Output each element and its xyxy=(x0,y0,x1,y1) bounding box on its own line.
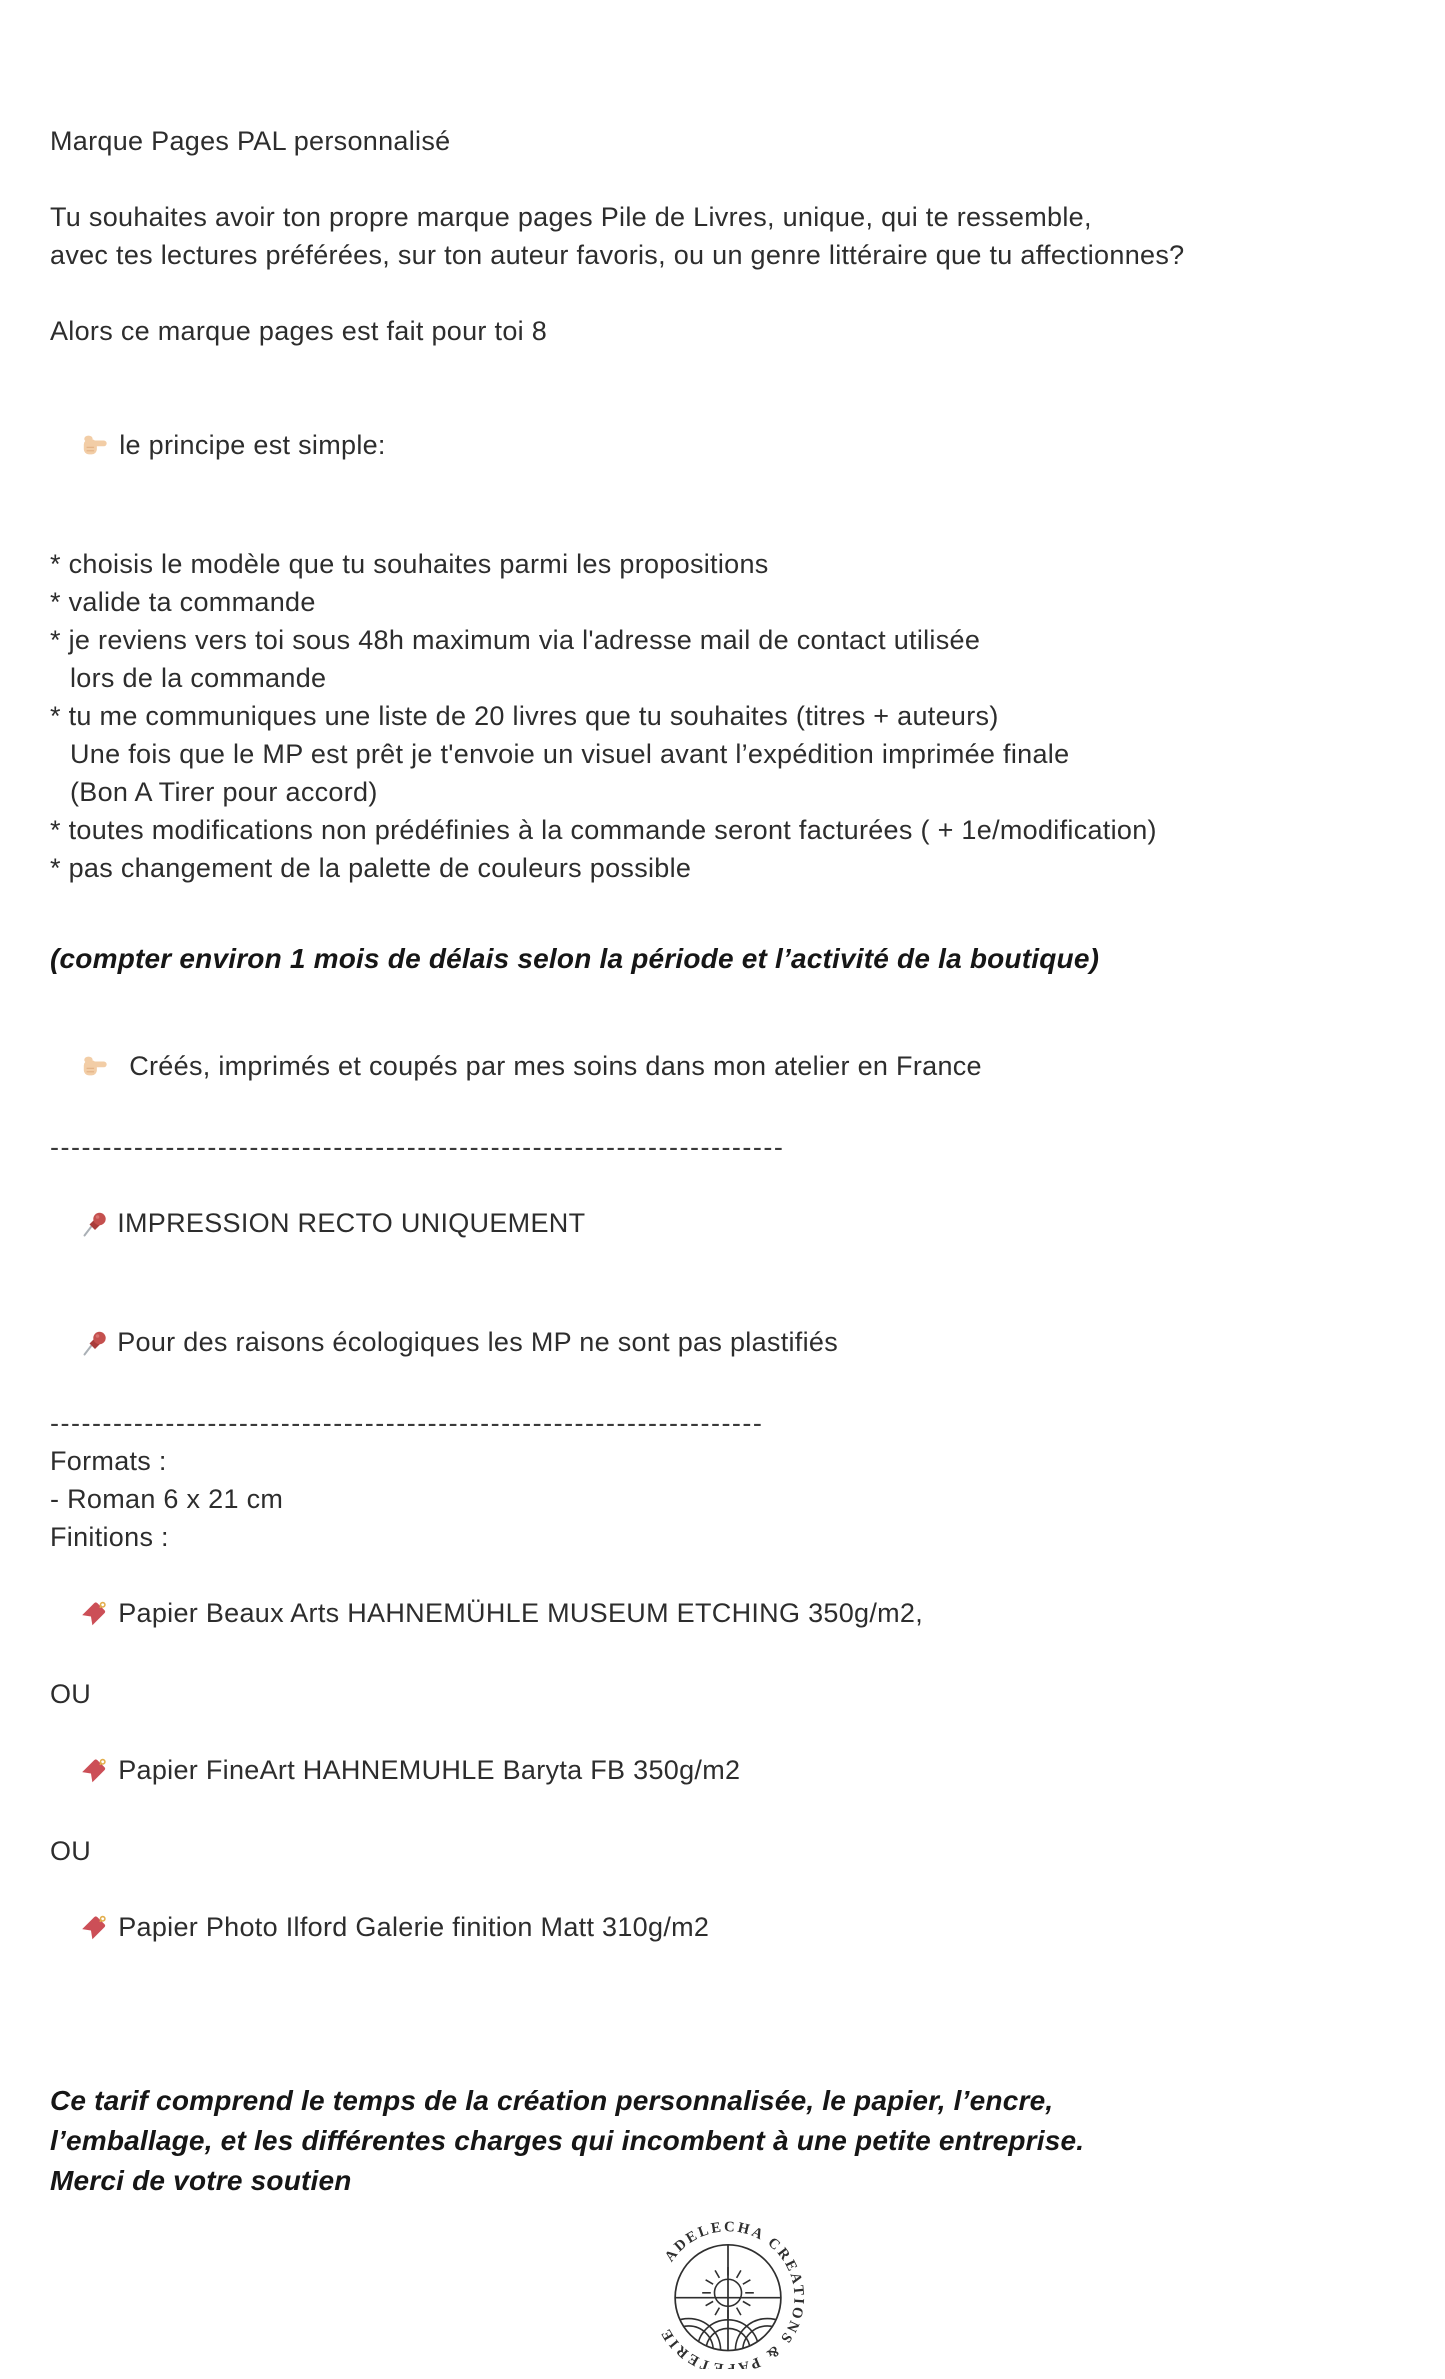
step-line: * tu me communiques une liste de 20 livres que tu souhaites (titres + auteurs) xyxy=(50,701,999,731)
svg-text:ADELECHA CREATIONS & PAPETERIE xyxy=(657,2219,806,2369)
or-separator: OU xyxy=(50,1679,92,1709)
step-line: * toutes modifications non prédéfinies à la commande seront facturées ( + 1e/modification) xyxy=(50,815,1157,845)
step-line: * pas changement de la palette de couleurs possible xyxy=(50,853,692,883)
step-line: Une fois que le MP est prêt je t'envoie un visuel avant l’expédition imprimée finale xyxy=(70,739,1070,769)
pricing-line: Ce tarif comprend le temps de la création personnalisée, le papier, l’encre, xyxy=(50,2085,1054,2116)
dashed-divider: -------------------------------------------------------------------- xyxy=(50,1408,764,1438)
delay-note: (compter environ 1 mois de délais selon la période et l’activité de la boutique) xyxy=(50,943,1100,974)
note-line: IMPRESSION RECTO UNIQUEMENT xyxy=(50,1166,1405,1285)
finitions-heading: Finitions : xyxy=(50,1522,169,1552)
paper-option: Papier Photo Ilford Galerie finition Matt 310g/m2 xyxy=(50,1870,1405,1989)
tagline: Alors ce marque pages est fait pour toi 8 xyxy=(50,316,548,346)
pointing-right-hand-icon xyxy=(81,1052,109,1090)
pushpin-icon xyxy=(81,1209,107,1247)
made-in-line: Créés, imprimés et coupés par mes soins dans mon atelier en France xyxy=(50,1009,1405,1128)
page-title: Marque Pages PAL personnalisé xyxy=(50,126,451,156)
or-separator: OU xyxy=(50,1836,92,1866)
step-line: * valide ta commande xyxy=(50,587,316,617)
formats-heading: Formats : xyxy=(50,1446,167,1476)
pricing-line: l’emballage, et les différentes charges qui incombent à une petite entreprise. xyxy=(50,2125,1085,2156)
bookmark-icon xyxy=(81,1598,108,1637)
logo-ring-text: ADELECHA CREATIONS & PAPETERIE xyxy=(656,2219,807,2369)
step-line: * je reviens vers toi sous 48h maximum via l'adresse mail de contact utilisée xyxy=(50,625,981,655)
intro-line-2: avec tes lectures préférées, sur ton auteur favoris, ou un genre littéraire que tu affectionnes? xyxy=(50,240,1185,270)
paper-option: Papier FineArt HAHNEMUHLE Baryta FB 350g/m2 xyxy=(50,1713,1405,1832)
step-line: * choisis le modèle que tu souhaites parmi les propositions xyxy=(50,549,769,579)
step-line: (Bon A Tirer pour accord) xyxy=(70,777,378,807)
pushpin-icon xyxy=(81,1328,107,1366)
bookmark-icon xyxy=(81,1755,108,1794)
paper-option: Papier Beaux Arts HAHNEMÜHLE MUSEUM ETCHING 350g/m2, xyxy=(50,1556,1405,1675)
pricing-line: Merci de votre soutien xyxy=(50,2165,352,2196)
intro-line-1: Tu souhaites avoir ton propre marque pages Pile de Livres, unique, qui te ressemble, xyxy=(50,202,1092,232)
adelecha-logo-icon xyxy=(643,2219,813,2369)
note-line: Pour des raisons écologiques les MP ne sont pas plastifiés xyxy=(50,1285,1405,1404)
dashed-divider: ---------------------------------------------------------------------- xyxy=(50,1132,785,1162)
step-line: lors de la commande xyxy=(70,663,327,693)
format-roman: - Roman 6 x 21 cm xyxy=(50,1484,284,1514)
principle-heading: le principe est simple: xyxy=(50,388,1405,507)
pointing-right-hand-icon xyxy=(81,431,109,469)
brand-logo xyxy=(50,2219,1405,2379)
bookmark-icon xyxy=(81,1912,108,1951)
